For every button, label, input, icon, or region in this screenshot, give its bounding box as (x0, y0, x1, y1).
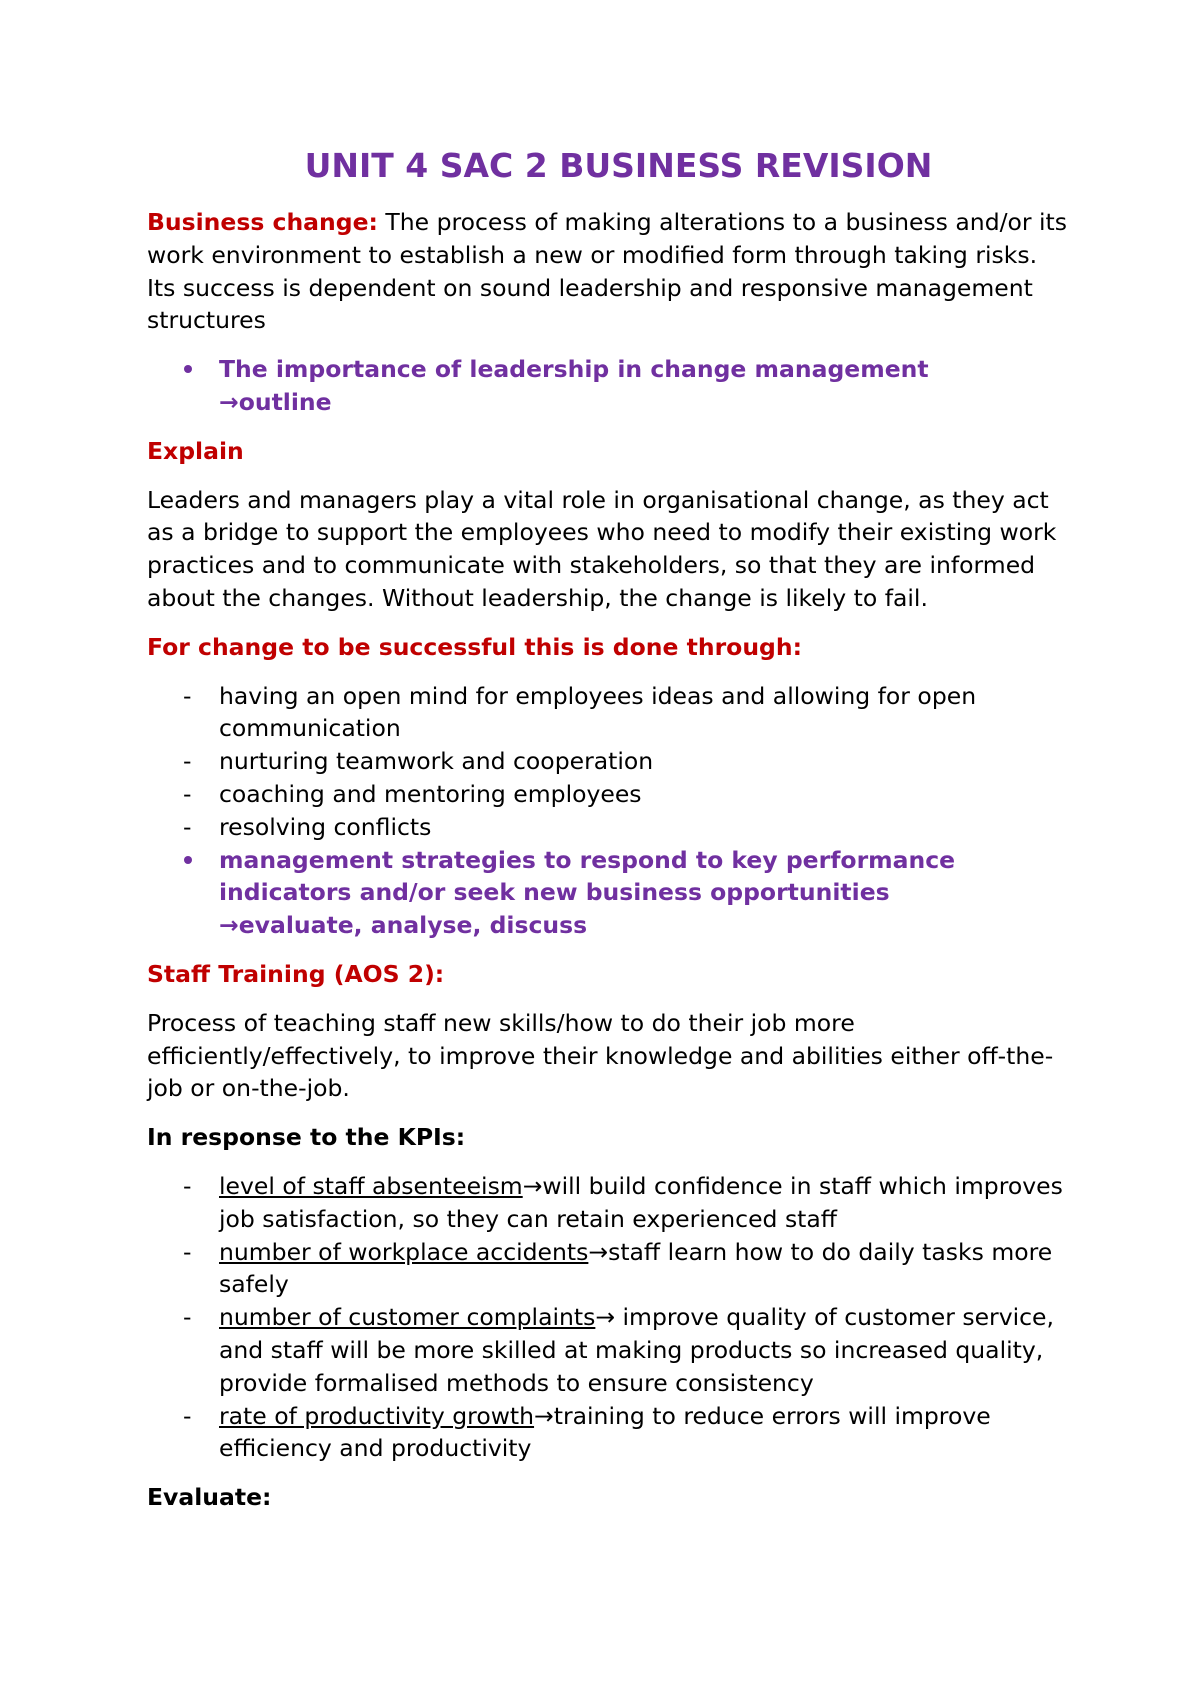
explain-paragraph: Leaders and managers play a vital role in organisational change, as they act as a bridge to support the employees who need to modify their existing work practices and to communicate with stakeholders, so that they are informed about the changes. Without leadership, the change is likely to fail. (147, 485, 1057, 612)
staff-training-heading: Staff Training (AOS 2): (147, 959, 445, 988)
kpi-text: training to reduce errors will improve efficiency and productivity (219, 1401, 991, 1463)
kpi-text: improve quality of customer service, and staff will be more skilled at making products so increased quality, provide formalised methods to ensure consistency (219, 1303, 1054, 1397)
kpi-heading: In response to the KPIs: (147, 1123, 466, 1152)
kpi-text: will build confidence in staff which improves job satisfaction, so they can retain experienced staff (219, 1171, 1063, 1233)
page-title: UNIT 4 SAC 2 BUSINESS REVISION (304, 146, 933, 185)
success-heading: For change to be successful this is done through: (147, 632, 802, 661)
kpi-text: staff learn how to do daily tasks more safely (219, 1237, 1053, 1299)
business-change-text: The process of making alterations to a business and/or its work environment to establish a new or modified form through taking risks. Its success is dependent on sound leadership and responsive management structures (147, 208, 1068, 335)
list-item (147, 1301, 1070, 1399)
dash-marker: - (183, 681, 192, 710)
kpi-name: number of customer complaints (219, 1303, 596, 1332)
arrow-icon: → (219, 387, 239, 416)
success-list (147, 680, 1070, 844)
arrow-icon: → (595, 1303, 616, 1332)
list-item-text: having an open mind for employees ideas and allowing for open communication (219, 681, 977, 743)
list-item-text: nurturing teamwork and cooperation (219, 747, 654, 776)
arrow-icon: → (534, 1401, 554, 1430)
list-item (147, 1170, 1070, 1236)
dash-marker: - (183, 1303, 192, 1332)
bullet-dot-icon (184, 856, 192, 864)
list-item (147, 1236, 1070, 1302)
bullet-text: management strategies to respond to key performance indicators and/or seek new business opportunities (219, 845, 956, 907)
business-change-term: Business change: (147, 208, 378, 236)
arrow-icon: → (219, 911, 239, 940)
staff-training-paragraph: Process of teaching staff new skills/how to do their job more efficiently/effectively, to improve their knowledge and abilities either off-the-job or on-the-job. (147, 1008, 1054, 1103)
kpi-name: level of staff absenteeism (219, 1171, 523, 1200)
list-item (147, 353, 1070, 419)
list-item (147, 811, 1070, 844)
dash-marker: - (183, 1171, 192, 1200)
list-item (147, 778, 1070, 811)
evaluate-heading: Evaluate: (147, 1483, 272, 1512)
list-item (147, 1400, 1070, 1466)
dash-marker: - (183, 1237, 192, 1266)
dash-marker: - (183, 812, 192, 841)
strategies-bullet-list (147, 844, 1070, 942)
list-item (147, 745, 1070, 778)
bullet-text: The importance of leadership in change management (219, 355, 929, 384)
leadership-bullet-list (147, 353, 1070, 419)
arrow-icon: → (522, 1171, 543, 1200)
kpi-name: number of workplace accidents (219, 1237, 589, 1266)
list-item (147, 844, 1070, 942)
bullet-tail: evaluate, analyse, discuss (238, 911, 588, 940)
list-item-text: resolving conflicts (219, 812, 432, 841)
bullet-dot-icon (184, 365, 192, 373)
list-item-text: coaching and mentoring employees (219, 779, 642, 808)
dash-marker: - (183, 779, 192, 808)
dash-marker: - (183, 1401, 192, 1430)
kpi-name: rate of productivity growth (219, 1401, 535, 1430)
explain-heading: Explain (147, 436, 244, 465)
arrow-icon: → (588, 1237, 609, 1266)
kpi-list (147, 1170, 1070, 1465)
bullet-tail: outline (238, 387, 332, 416)
list-item (147, 680, 1070, 746)
business-change-definition (147, 206, 1070, 337)
dash-marker: - (183, 747, 192, 776)
